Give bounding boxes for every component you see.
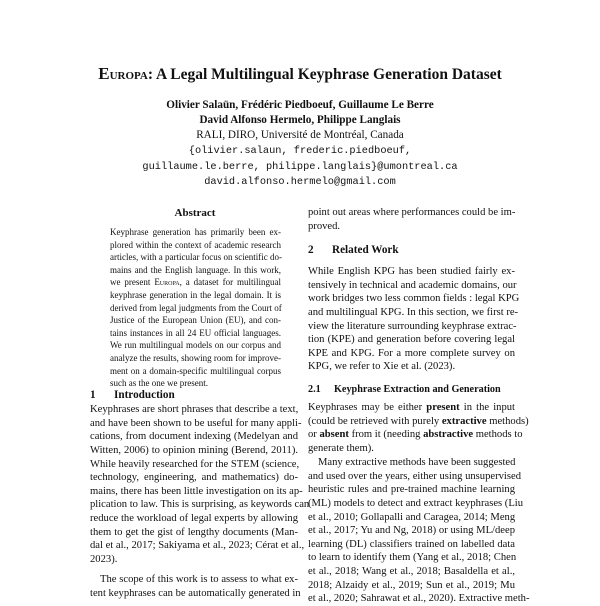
subsection-paragraph-1 xyxy=(308,401,529,456)
subsection-number: 2.1 xyxy=(308,384,321,395)
text-line: plication to law. This is surprising, as keywords can xyxy=(90,499,310,511)
bold-term: absent xyxy=(319,429,349,441)
text-segment: methods) xyxy=(486,415,529,427)
text-line: derived from legal judgments from the Court of xyxy=(110,302,282,313)
paper-title xyxy=(0,64,600,85)
text-line xyxy=(308,401,515,415)
intro-paragraph-1 xyxy=(90,403,310,567)
text-line: articles, with a particular focus on scientific do- xyxy=(110,252,282,263)
text-line: view the literature surrounding keyphrase extrac- xyxy=(308,320,517,332)
text-line: technology, engineering, and mathematics) do- xyxy=(90,472,298,484)
text-line: KPE and KPG. For a more complete survey on xyxy=(308,347,515,359)
text-line: ment on a domain-specific multilingual corpus xyxy=(110,365,281,376)
text-line: keyphrase generation in the legal domain. It is xyxy=(110,289,281,300)
subsection-title: Keyphrase Extraction and Generation xyxy=(334,384,501,395)
text-line: We run multilingual models on our corpus and xyxy=(110,340,281,351)
text-line: While English KPG has been studied fairly ex- xyxy=(308,266,515,277)
subsection-heading xyxy=(308,383,501,397)
text-segment: we present xyxy=(110,277,155,288)
authors-line-1: Olivier Salaün, Frédéric Piedboeuf, Guillaume Le Berre xyxy=(166,99,434,111)
text-line: et al., 2018; Wang et al., 2018; Basaldella et al., xyxy=(308,566,515,578)
text-line: et al., 2017; Yu and Ng, 2018) or using ML/deep xyxy=(308,525,515,537)
text-line: 2018; Alzaidy et al., 2019; Sun et al., 2019; Mu xyxy=(308,579,515,591)
text-line: proved. xyxy=(308,220,341,232)
text-line: The scope of this work is to assess to what ex- xyxy=(100,574,298,585)
text-line: and used over the years, either using unsupervised xyxy=(308,470,521,482)
text-line: them to get the gist of lengthy documents (Man- xyxy=(90,526,298,538)
text-line xyxy=(308,428,523,442)
text-line: While heavily researched for the STEM (science, xyxy=(90,458,300,470)
text-line: Justice of the European Union (EU), and con- xyxy=(110,315,281,326)
email-line-2: guillaume.le.berre, philippe.langlais}@umontreal.ca xyxy=(142,161,458,173)
section-number: 1 xyxy=(90,389,96,401)
email-line-1: {olivier.salaun, frederic.piedboeuf, xyxy=(188,145,412,157)
text-segment: methods to xyxy=(473,429,523,441)
text-line: dal et al., 2017; Sakiyama et al., 2023; Cérat et al., xyxy=(90,540,305,552)
text-line: tent keyphrases can be automatically generated in xyxy=(90,587,301,599)
text-line: et al., 2020; Sahrawat et al., 2020). Extractive meth- xyxy=(308,593,530,605)
email-line-3: david.alfonso.hermelo@gmail.com xyxy=(204,176,396,188)
text-line: heuristic rules and pre-trained machine learning xyxy=(308,484,515,496)
section-title: Introduction xyxy=(114,389,175,401)
text-line: Many extractive methods have been suggested xyxy=(318,457,516,468)
bold-term: abstractive xyxy=(423,429,474,441)
affiliation: RALI, DIRO, Université de Montréal, Canada xyxy=(196,129,404,141)
text-line xyxy=(110,276,281,289)
text-line: tains instances in all 24 EU official languages. xyxy=(110,327,281,338)
text-segment: (could be retrieved with purely xyxy=(308,415,442,427)
text-segment: or xyxy=(308,429,320,441)
text-line: cations, from document indexing (Medelyan and xyxy=(90,431,298,443)
text-line: tensively in technical and academic domains, our xyxy=(308,279,517,291)
text-line: mains and the English language. In this work, xyxy=(110,264,281,275)
text-line xyxy=(308,415,529,429)
text-line: plored within the context of academic research xyxy=(110,239,281,250)
intro-paragraph-2 xyxy=(90,573,301,600)
text-line: Witten, 2006) to opinion mining (Berend, 2011). xyxy=(90,444,298,456)
text-line: and have been shown to be useful for many appli- xyxy=(90,417,302,429)
text-line: point out areas where performances could be im- xyxy=(308,207,516,218)
title-dataset-name: uropa xyxy=(109,66,148,83)
text-segment: from it (needing xyxy=(348,429,424,441)
text-line: Keyphrase generation has primarily been ex- xyxy=(110,227,281,237)
title-initial: E xyxy=(98,64,110,83)
text-line: analyze the results, showing room for improve- xyxy=(110,352,281,363)
text-line: Keyphrases are short phrases that describe a text, xyxy=(90,404,299,415)
text-line: 2023). xyxy=(90,554,118,566)
text-line: reduce the workload of legal experts by allowing xyxy=(90,513,298,525)
subsection-paragraph-2 xyxy=(308,456,530,606)
bold-term: extractive xyxy=(441,415,487,427)
text-line: et al., 2010; Gollapalli and Caragea, 2014; Meng xyxy=(308,511,516,523)
text-line: mains, there has been little investigation on its ap- xyxy=(90,485,303,497)
text-line: such as the one we present. xyxy=(110,378,208,389)
continued-paragraph xyxy=(308,206,515,233)
abstract-heading: Abstract xyxy=(174,207,216,219)
abstract-body xyxy=(110,226,281,390)
text-line: generate them). xyxy=(308,442,374,454)
text-line: work bridges two less common fields : legal KPG xyxy=(308,293,520,305)
text-segment: Keyphrases may be either xyxy=(308,402,427,413)
text-line: to learn to identify them (Yang et al., 2018; Chen xyxy=(308,552,517,564)
section-title: Related Work xyxy=(332,244,399,256)
text-line: tion (KPE) and generation before covering legal xyxy=(308,334,515,346)
dataset-name: Europa xyxy=(154,277,180,288)
text-segment: , a dataset for multilingual xyxy=(179,277,281,288)
text-line: (ML) models to detect and extract keyphrases (Liu xyxy=(308,497,524,509)
title-rest: : A Legal Multilingual Keyphrase Generation Dataset xyxy=(147,66,502,83)
text-line: KPG, we refer to Xie et al. (2023). xyxy=(308,361,456,373)
section-heading-introduction xyxy=(90,388,175,402)
text-segment: in the input xyxy=(459,402,516,413)
authors-line-2: David Alfonso Hermelo, Philippe Langlais xyxy=(199,114,401,126)
text-line: learning (DL) classifiers trained on labelled data xyxy=(308,538,515,550)
bold-term: present xyxy=(426,402,460,413)
related-work-paragraph xyxy=(308,265,520,374)
section-number: 2 xyxy=(308,244,314,256)
text-line: and multilingual KPG. In this section, we first re- xyxy=(308,306,519,318)
section-heading-related-work xyxy=(308,243,399,257)
